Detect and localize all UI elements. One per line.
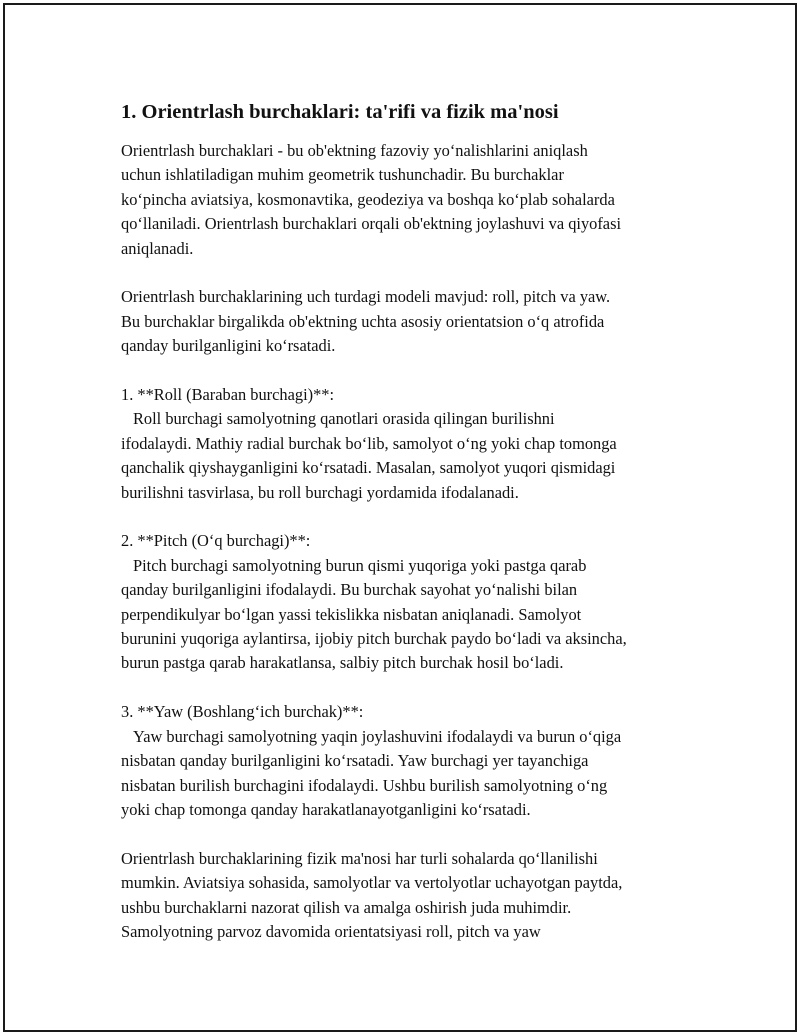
text-line: nisbatan burilish burchagini ifodalaydi. Ushbu burilish samolyotning o‘ng xyxy=(121,775,608,795)
section-heading: 1. Orientrlash burchaklari: ta'rifi va fizik ma'nosi xyxy=(121,101,559,123)
text-line: Bu burchaklar birgalikda ob'ektning uchta asosiy orientatsion o‘q atrofida xyxy=(121,311,605,331)
text-line: Orientrlash burchaklarining fizik ma'nosi har turli sohalarda qo‘llanilishi xyxy=(121,848,598,868)
text-line: burilishni tasvirlasa, bu roll burchagi yordamida ifodalanadi. xyxy=(121,482,519,502)
text-line: burun pastga qarab harakatlansa, salbiy pitch burchak hosil bo‘ladi. xyxy=(121,653,564,673)
text-line: qo‘llaniladi. Orientrlash burchaklari orqali ob'ektning joylashuvi va qiyofasi xyxy=(121,214,622,234)
text-line: yoki chap tomonga qanday harakatlanayotganligini ko‘rsatadi. xyxy=(121,799,531,819)
text-line: ushbu burchaklarni nazorat qilish va amalga oshirish juda muhimdir. xyxy=(121,897,572,917)
text-line: qanchalik qiyshayganligini ko‘rsatadi. Masalan, samolyot yuqori qismidagi xyxy=(121,458,616,478)
text-line: ifodalaydi. Mathiy radial burchak bo‘lib, samolyot o‘ng yoki chap tomonga xyxy=(121,433,617,453)
text-line: nisbatan qanday burilganligini ko‘rsatadi. Yaw burchagi yer tayanchiga xyxy=(121,751,589,771)
text-line: Samolyotning parvoz davomida orientatsiyasi roll, pitch va yaw xyxy=(121,921,541,941)
text-line: burunini yuqoriga aylantirsa, ijobiy pitch burchak paydo bo‘ladi va aksincha, xyxy=(121,629,627,649)
list-item-title: 2. **Pitch (O‘q burchagi)**: xyxy=(121,531,311,551)
document-page xyxy=(3,3,797,1032)
paragraph xyxy=(121,700,701,822)
text-line: Yaw burchagi samolyotning yaqin joylashuvini ifodalaydi va burun o‘qiga xyxy=(133,726,622,746)
paragraph-gap xyxy=(121,676,701,700)
text-line: Orientrlash burchaklarining uch turdagi modeli mavjud: roll, pitch va yaw. xyxy=(121,287,611,307)
text-line: Roll burchagi samolyotning qanotlari orasida qilingan burilishni xyxy=(133,409,555,429)
paragraph xyxy=(121,847,701,945)
text-line: mumkin. Aviatsiya sohasida, samolyotlar va vertolyotlar uchayotgan paytda, xyxy=(121,873,623,893)
text-line: aniqlanadi. xyxy=(121,238,194,258)
document-body xyxy=(121,139,701,944)
text-line: qanday burilganligini ifodalaydi. Bu burchak sayohat yo‘nalishi bilan xyxy=(121,580,578,600)
paragraph-gap xyxy=(121,261,701,285)
list-item-title: 3. **Yaw (Boshlang‘ich burchak)**: xyxy=(121,702,364,722)
paragraph xyxy=(121,285,701,358)
list-item-title: 1. **Roll (Baraban burchagi)**: xyxy=(121,385,335,405)
text-line: ko‘pincha aviatsiya, kosmonavtika, geodeziya va boshqa ko‘plab sohalarda xyxy=(121,189,615,209)
paragraph-gap xyxy=(121,359,701,383)
paragraph xyxy=(121,383,701,505)
text-line: uchun ishlatiladigan muhim geometrik tushunchadir. Bu burchaklar xyxy=(121,165,564,185)
text-line: Orientrlash burchaklari - bu ob'ektning fazoviy yo‘nalishlarini aniqlash xyxy=(121,141,588,160)
paragraph xyxy=(121,139,701,261)
text-line: Pitch burchagi samolyotning burun qismi yuqoriga yoki pastga qarab xyxy=(133,555,587,575)
document-content xyxy=(121,99,701,944)
paragraph-gap xyxy=(121,822,701,846)
paragraph-gap xyxy=(121,505,701,529)
text-line: qanday burilganligini ko‘rsatadi. xyxy=(121,336,336,356)
text-line: perpendikulyar bo‘lgan yassi tekislikka nisbatan aniqlanadi. Samolyot xyxy=(121,604,582,624)
paragraph xyxy=(121,529,701,675)
